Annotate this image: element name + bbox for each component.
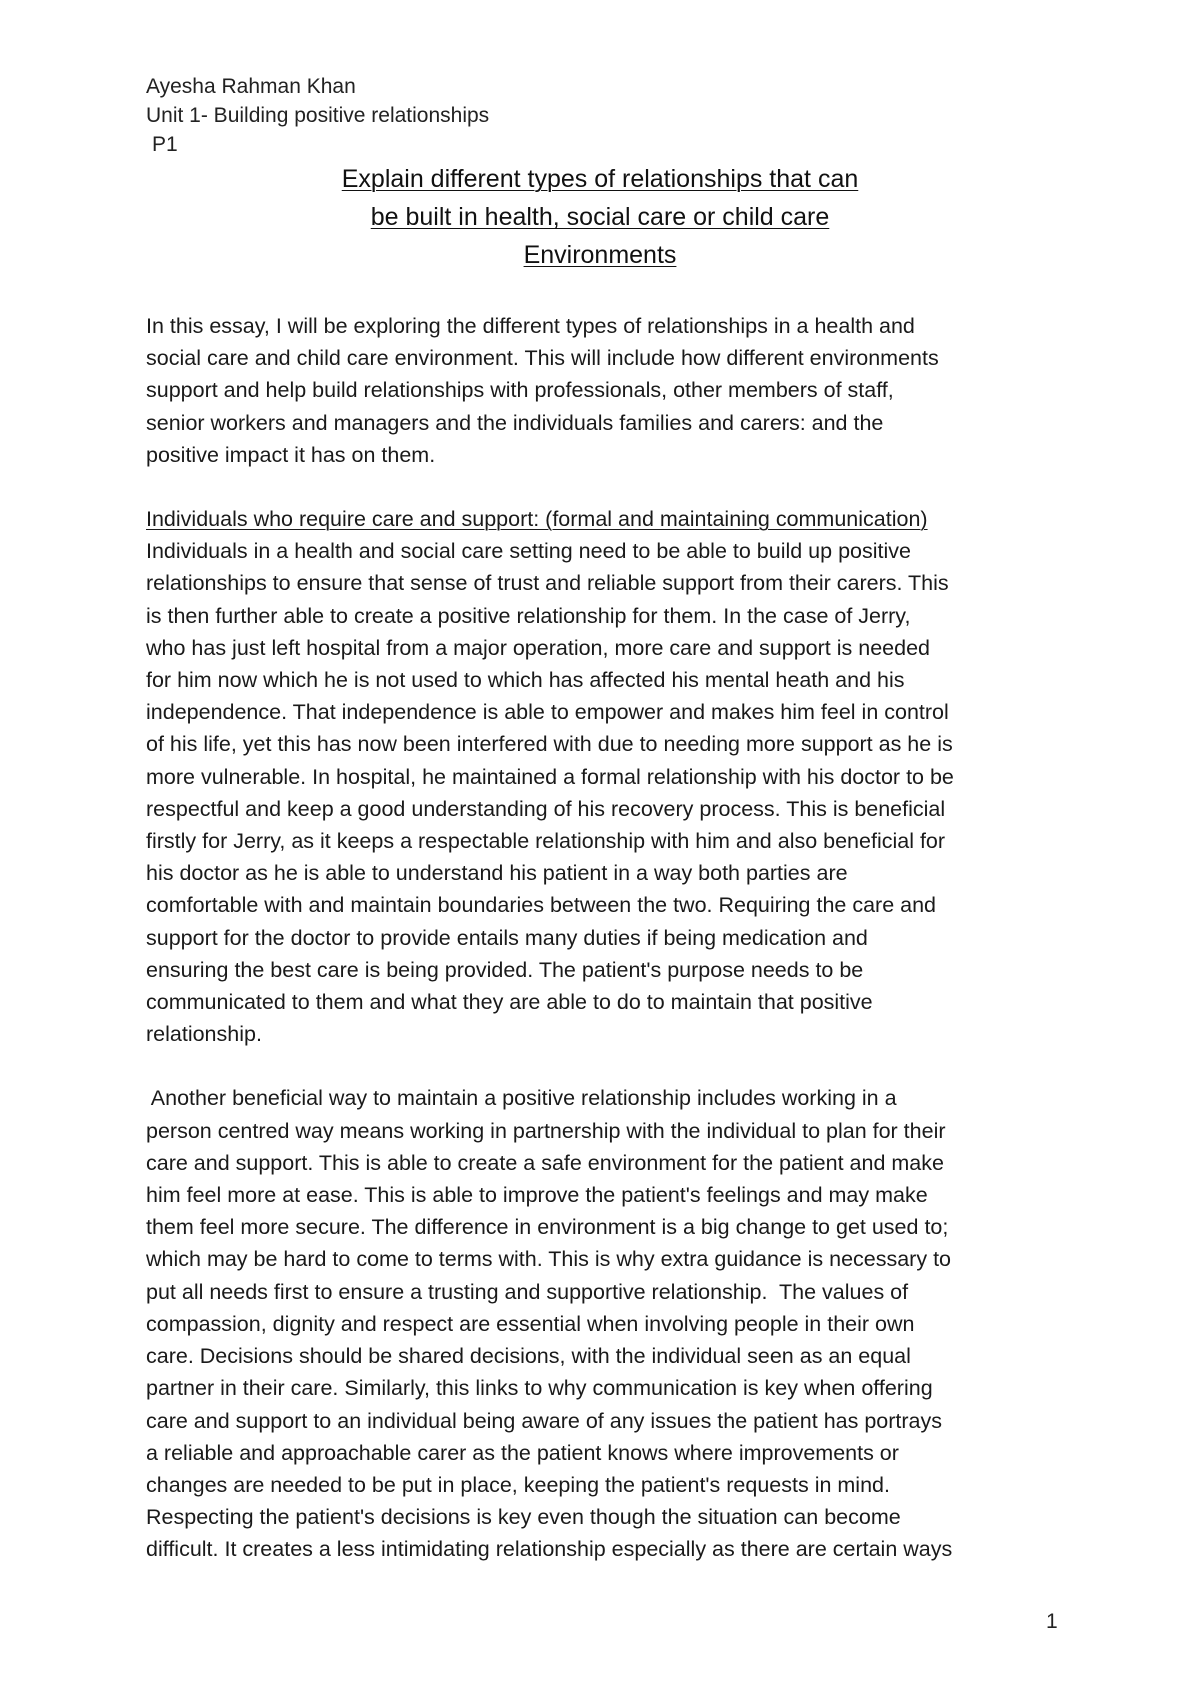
text-line: changes are needed to be put in place, keeping the patient's requests in mind. [146,1472,890,1497]
text-line: senior workers and managers and the individuals families and carers: and the [146,410,884,435]
paragraph-gap [146,471,1066,503]
document-header [146,72,489,159]
author-name: Ayesha Rahman Khan [146,75,356,98]
text-line: partner in their care. Similarly, this links to why communication is key when offering [146,1376,933,1401]
text-line: Respecting the patient's decisions is key even though the situation can become [146,1505,901,1530]
page-number: 1 [1046,1610,1058,1633]
text-line: care. Decisions should be shared decisions, with the individual seen as an equal [146,1344,911,1369]
section-heading: Individuals who require care and support: (formal and maintaining communication) [146,507,928,532]
text-line: Another beneficial way to maintain a positive relationship includes working in a [146,1086,897,1111]
text-line: care and support to an individual being aware of any issues the patient has portrays [146,1408,942,1433]
text-line: his doctor as he is able to understand his patient in a way both parties are [146,861,848,886]
text-line: Individuals in a health and social care setting need to be able to build up positive [146,539,911,564]
text-line: is then further able to create a positive relationship for them. In the case of Jerry, [146,603,911,628]
criterion-label: P1 [152,133,178,156]
text-line: care and support. This is able to create a safe environment for the patient and make [146,1150,944,1175]
text-line: support and help build relationships with professionals, other members of staff, [146,378,894,403]
text-line: them feel more secure. The difference in environment is a big change to get used to; [146,1215,949,1240]
text-line: ensuring the best care is being provided. The patient's purpose needs to be [146,957,864,982]
text-line: of his life, yet this has now been interfered with due to needing more support as he is [146,732,953,757]
text-line: support for the doctor to provide entails many duties if being medication and [146,925,868,950]
text-line: a reliable and approachable carer as the patient knows where improvements or [146,1440,899,1465]
text-line: for him now which he is not used to which has affected his mental heath and his [146,668,905,693]
text-line: difficult. It creates a less intimidating relationship especially as there are certain ways [146,1537,953,1562]
text-line: him feel more at ease. This is able to improve the patient's feelings and may make [146,1183,928,1208]
text-line: In this essay, I will be exploring the different types of relationships in a health and [146,314,915,338]
section-person-centred [146,1082,1066,1565]
essay-body [146,310,1066,1566]
text-line: relationships to ensure that sense of trust and reliable support from their carers. This [146,571,949,596]
paragraph-gap [146,1050,1066,1082]
text-line: put all needs first to ensure a trusting and supportive relationship. The values of [146,1279,909,1304]
text-line: person centred way means working in partnership with the individual to plan for their [146,1118,946,1143]
intro-paragraph [146,310,1066,471]
text-line: independence. That independence is able to empower and makes him feel in control [146,700,949,725]
title-line: be built in health, social care or child care [370,203,830,231]
text-line: relationship. [146,1022,262,1047]
section-individuals [146,503,1066,1050]
text-line: communicated to them and what they are able to do to maintain that positive [146,990,873,1015]
text-line: who has just left hospital from a major operation, more care and support is needed [146,635,930,660]
text-line: more vulnerable. In hospital, he maintained a formal relationship with his doctor to be [146,764,954,789]
text-line: comfortable with and maintain boundaries between the two. Requiring the care and [146,893,937,918]
text-line: which may be hard to come to terms with. This is why extra guidance is necessary to [146,1247,952,1272]
title-line: Environments [523,241,677,269]
essay-title [0,160,1200,274]
text-line: firstly for Jerry, as it keeps a respectable relationship with him and also beneficial for [146,829,946,854]
text-line: respectful and keep a good understanding of his recovery process. This is beneficial [146,796,946,821]
text-line: positive impact it has on them. [146,442,436,467]
text-line: compassion, dignity and respect are essential when involving people in their own [146,1311,915,1336]
unit-title: Unit 1- Building positive relationships [146,104,490,127]
text-line: social care and child care environment. This will include how different environments [146,346,939,371]
title-line: Explain different types of relationships that can [341,165,859,193]
